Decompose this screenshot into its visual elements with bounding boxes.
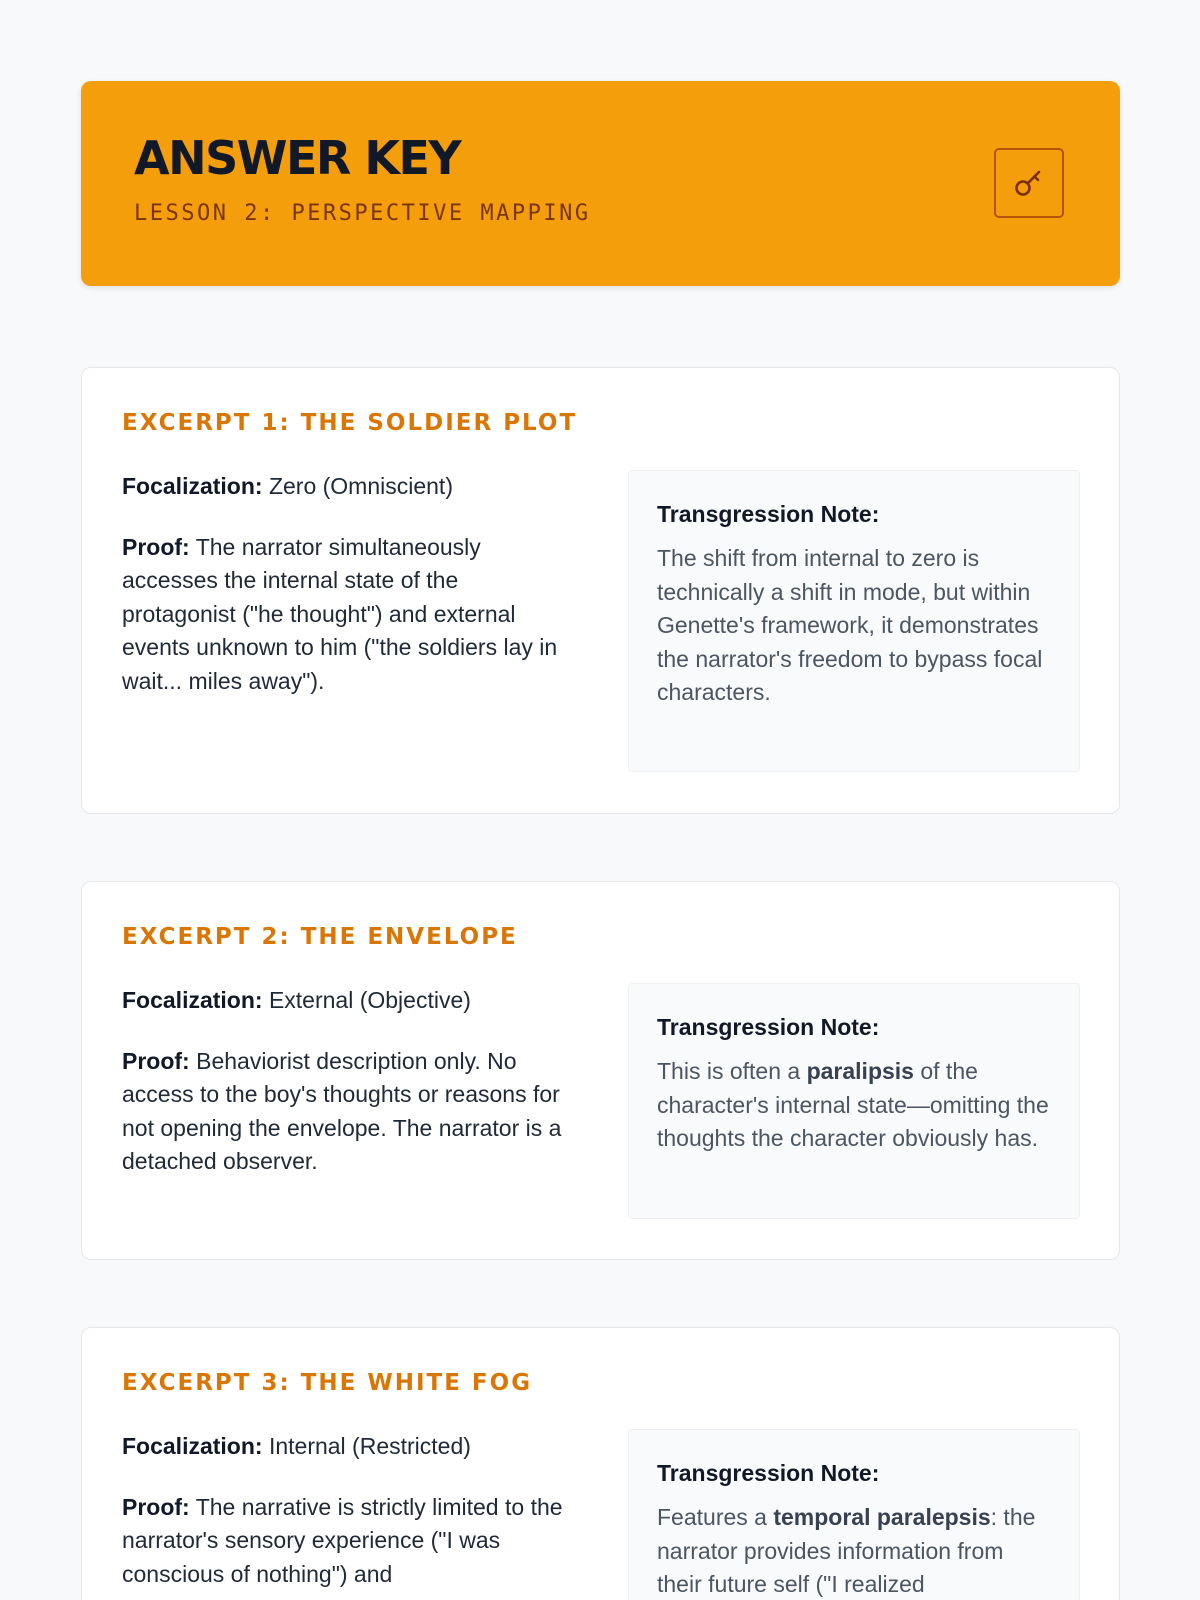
analysis-column [122,984,577,1179]
answer-key-header [81,81,1120,286]
focalization-value: Internal (Restricted) [262,1433,471,1459]
focalization-line [122,470,577,504]
analysis-column [122,470,577,698]
analysis-column [122,1430,577,1591]
proof-text: The narrator simultaneously accesses the internal state of the protagonist ("he thought") and external events unknown to him ("the soldiers lay in wait... miles away"). [122,533,558,694]
proof-label: Proof: [122,533,190,560]
note-title: Transgression Note: [657,1460,880,1486]
note-text [657,1055,1051,1156]
page-title: ANSWER KEY [134,131,461,185]
transgression-note [628,1429,1080,1600]
transgression-note [628,470,1080,772]
proof-paragraph [122,1045,577,1179]
focalization-line [122,1430,577,1464]
excerpt-title: EXCERPT 2: THE ENVELOPE [122,924,518,950]
note-text-post: of the character's internal state—omitting the thoughts the character obviously has. [657,1058,1049,1151]
proof-paragraph [122,1491,577,1592]
focalization-value: Zero (Omniscient) [262,473,453,499]
proof-paragraph [122,531,577,699]
note-text-pre: This is often a [657,1058,807,1084]
lesson-subtitle: LESSON 2: PERSPECTIVE MAPPING [134,201,591,226]
proof-text: The narrative is strictly limited to the narrator's sensory experience ("I was conscious of nothing") and [122,1493,563,1587]
focalization-label: Focalization: [122,473,263,499]
excerpt-card-3 [81,1327,1120,1600]
note-text [657,1501,1051,1600]
note-text [657,542,1051,710]
excerpt-title: EXCERPT 1: THE SOLDIER PLOT [122,410,578,436]
key-icon [1009,163,1049,203]
note-text-emphasis: paralipsis [806,1058,914,1084]
note-text-emphasis: temporal paralepsis [773,1504,991,1530]
proof-text: Behaviorist description only. No access to the boy's thoughts or reasons for not opening the envelope. The narrator is a detached observer. [122,1047,562,1174]
transgression-note [628,983,1080,1219]
note-title: Transgression Note: [657,1014,880,1040]
key-icon-badge [994,148,1064,218]
note-text-post: : the narrator provides information from their future self ("I realized [657,1504,1036,1597]
proof-label: Proof: [122,1047,190,1074]
note-text-pre: Features a [657,1504,774,1530]
focalization-value: External (Objective) [262,987,471,1013]
focalization-line [122,984,577,1018]
note-title: Transgression Note: [657,501,880,527]
focalization-label: Focalization: [122,1433,263,1459]
proof-label: Proof: [122,1493,190,1520]
focalization-label: Focalization: [122,987,263,1013]
excerpt-card-1 [81,367,1120,814]
note-text-pre: The shift from internal to zero is technically a shift in mode, but within Genette's framework, it demonstrates the narrator's freedom to bypass focal characters. [657,545,1043,705]
excerpt-title: EXCERPT 3: THE WHITE FOG [122,1370,533,1396]
excerpt-card-2 [81,881,1120,1260]
